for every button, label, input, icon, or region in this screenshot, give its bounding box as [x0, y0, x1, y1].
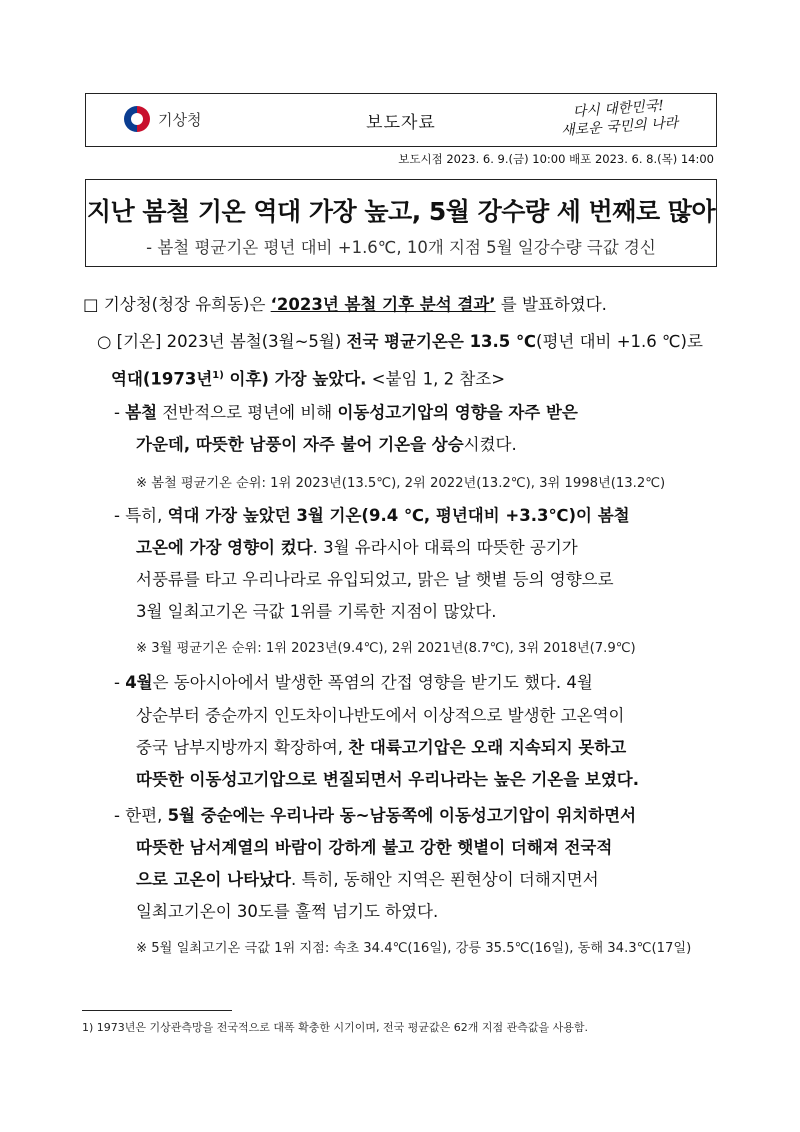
april-label: 4월 — [125, 673, 153, 692]
note-march-ranking: ※ 3월 평균기온 순위: 1위 2023년(9.4℃), 2위 2021년(8.7℃), 3위 2018년(7.9℃) — [136, 641, 636, 656]
may-line1 — [114, 805, 636, 827]
april-line1 — [114, 672, 593, 694]
march-line2 — [136, 537, 578, 559]
may-intro: - 한편, — [114, 806, 168, 825]
appendix-ref: <붙임 1, 2 참조> — [366, 369, 506, 389]
sub-title: - 봄철 평균기온 평년 대비 +1.6℃, 10개 지점 5월 일강수량 극값 경신 — [146, 238, 656, 257]
spring-emphasis-2: 가운데, 따뜻한 남풍이 자주 불어 기온을 상승 — [136, 435, 464, 454]
march-emphasis: 역대 가장 높았던 3월 기온(9.4 ℃, 평년대비 +3.3℃)이 봄철 — [167, 506, 630, 525]
spring-line2 — [136, 434, 517, 456]
dash: - — [114, 403, 126, 422]
may-line3 — [136, 869, 599, 891]
title-box — [85, 179, 717, 267]
april-line4: 따뜻한 이동성고기압으로 변질되면서 우리나라는 높은 기온을 보였다. — [136, 770, 639, 789]
slogan — [543, 95, 695, 141]
march-intro: - 특히, — [114, 506, 168, 525]
may-emphasis: 5월 중순에는 우리나라 동~남동쪽에 이동성고기압이 위치하면서 — [167, 806, 637, 825]
march-line1 — [114, 505, 630, 527]
may-line2: 따뜻한 남서계열의 바람이 강하게 불고 강한 햇볕이 더해져 전국적 — [136, 838, 613, 857]
may-line4: 일최고기온이 30도를 훌쩍 넘기도 하였다. — [136, 902, 439, 921]
header-box — [85, 93, 717, 147]
spring-label: 봄철 — [125, 403, 158, 422]
intro-report-name: ‘2023년 봄철 기후 분석 결과’ — [270, 295, 496, 314]
slogan-line2: 새로운 국민의 나라 — [560, 114, 679, 140]
temp-record-text-end: 이후) 가장 높았다. — [223, 369, 367, 389]
may-text: . 특히, 동해안 지역은 푄현상이 더해지면서 — [290, 870, 599, 889]
dash: - — [114, 673, 126, 692]
footnote-divider — [82, 1010, 232, 1011]
april-line2: 상순부터 중순까지 인도차이나반도에서 이상적으로 발생한 고온역이 — [136, 706, 625, 725]
spring-text: 전반적으로 평년에 비해 — [157, 403, 338, 422]
slogan-line1: 다시 대한민국! — [572, 97, 665, 121]
agency-name: 기상청 — [158, 110, 202, 129]
intro-text: □ 기상청(청장 유희동)은 — [83, 295, 271, 314]
footnote: 1) 1973년은 기상관측망을 전국적으로 대폭 확충한 시기이며, 전국 평균값은 62개 지점 관측값을 사용함. — [82, 1021, 589, 1034]
spring-text-end: 시켰다. — [463, 435, 517, 454]
temp-label: ○ [기온] 2023년 봄철(3월~5월) — [97, 332, 347, 351]
april-text: 은 동아시아에서 발생한 폭염의 간접 영향을 받기도 했다. 4월 — [152, 673, 593, 692]
temp-paragraph-line1 — [97, 331, 703, 353]
april-line3 — [136, 737, 626, 759]
doc-type: 보도자료 — [366, 113, 436, 133]
march-line4: 3월 일최고기온 극값 1위를 기록한 지점이 많았다. — [136, 602, 497, 621]
spring-emphasis: 이동성고기압의 영향을 자주 받은 — [337, 403, 578, 422]
temp-anomaly: (평년 대비 +1.6 ℃)로 — [536, 332, 703, 351]
intro-text-end: 를 발표하였다. — [495, 295, 607, 314]
march-text: . 3월 유라시아 대륙의 따뜻한 공기가 — [312, 538, 578, 557]
march-line3: 서풍류를 타고 우리나라로 유입되었고, 맑은 날 햇볕 등의 영향으로 — [136, 570, 614, 589]
april-emphasis: 찬 대륙고기압은 오래 지속되지 못하고 — [348, 738, 627, 757]
note-may-records: ※ 5월 일최고기온 극값 1위 지점: 속초 34.4℃(16일), 강릉 35.5℃(16일), 동해 34.3℃(17일) — [136, 941, 692, 956]
april-text-2: 중국 남부지방까지 확장하여, — [136, 738, 349, 757]
release-info: 보도시점 2023. 6. 9.(금) 10:00 배포 2023. 6. 8.(목) 14:00 — [398, 152, 714, 166]
may-emphasis-2: 으로 고온이 나타났다 — [136, 870, 291, 889]
main-title: 지난 봄철 기온 역대 가장 높고, 5월 강수량 세 번째로 많아 — [86, 197, 716, 226]
temp-main-value: 전국 평균기온은 13.5 ℃ — [346, 332, 537, 351]
note-spring-ranking: ※ 봄철 평균기온 순위: 1위 2023년(13.5℃), 2위 2022년(13.2℃), 3위 1998년(13.2℃) — [136, 476, 666, 491]
footnote-ref: 1) — [212, 370, 224, 381]
intro-paragraph — [83, 294, 607, 316]
spring-line1 — [114, 402, 578, 424]
temp-record-text: 역대(1973년 — [111, 369, 213, 389]
march-emphasis-2: 고온에 가장 영향이 컸다 — [136, 538, 313, 557]
temp-paragraph-line2 — [111, 365, 505, 391]
